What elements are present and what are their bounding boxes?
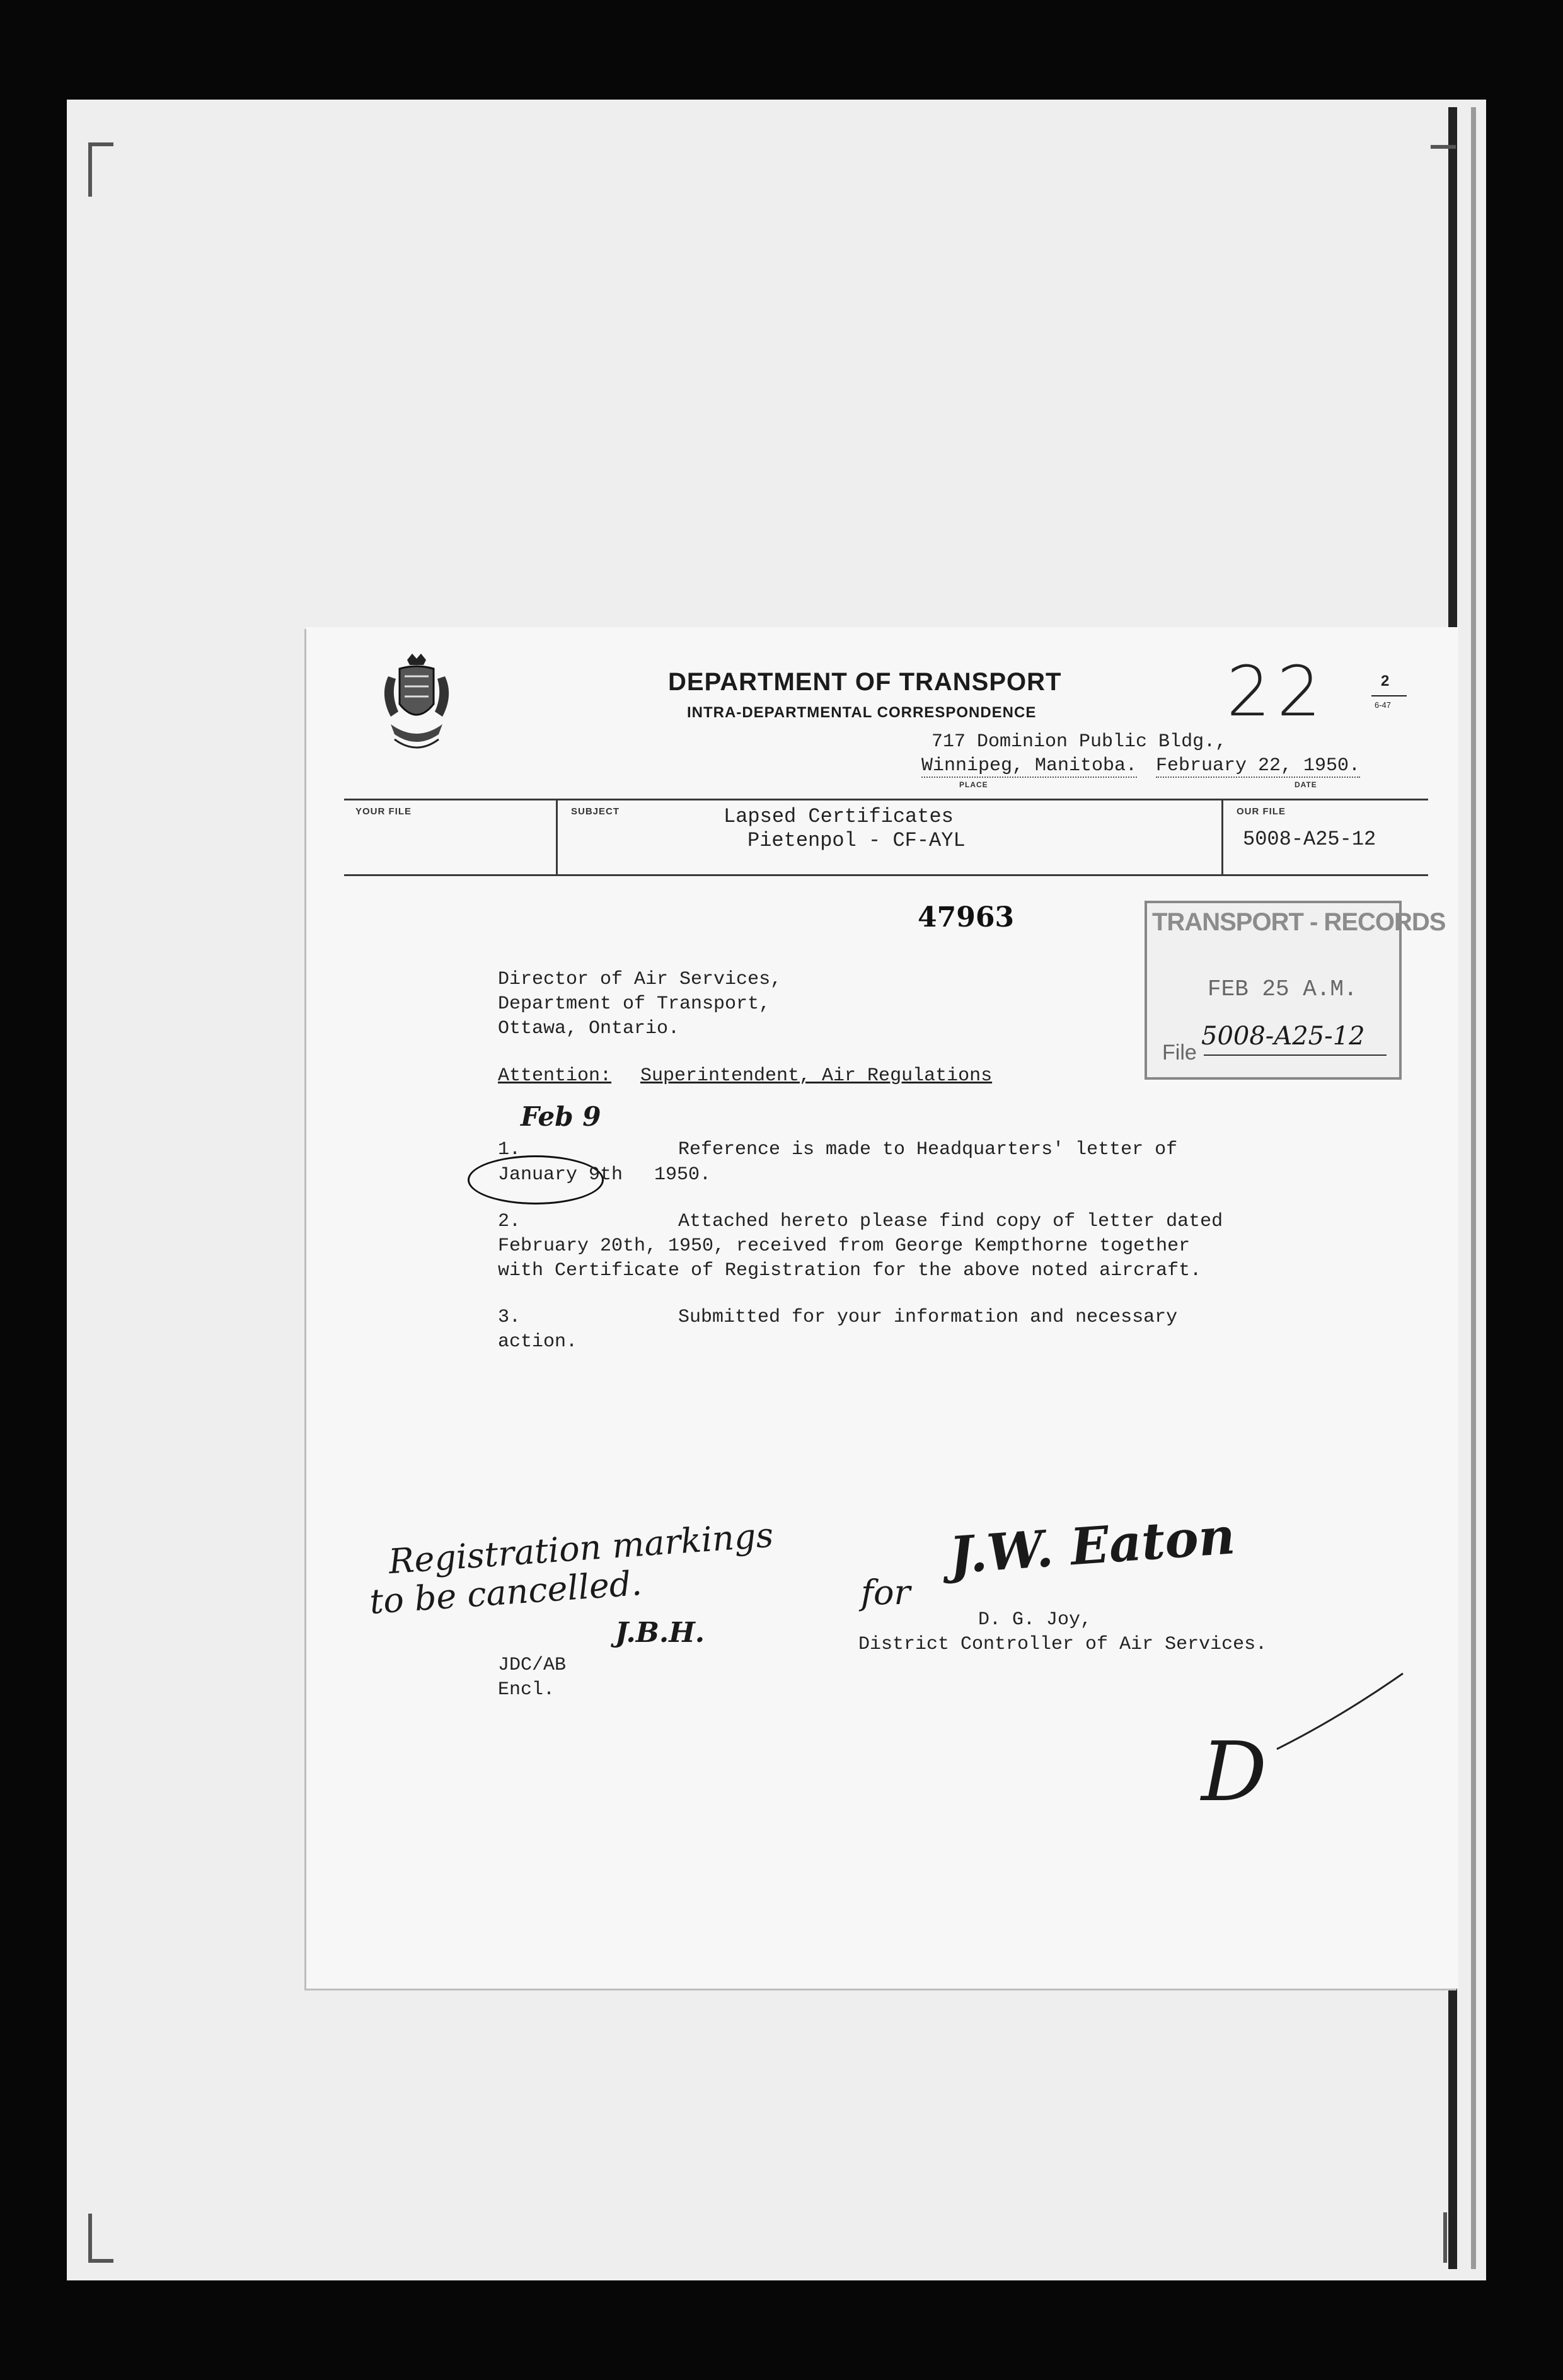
crop-mark-top-right [1431, 145, 1456, 149]
paragraph-2-number: 2. [498, 1211, 521, 1232]
subject-label: SUBJECT [571, 806, 620, 817]
our-file-value: 5008-A25-12 [1243, 828, 1376, 851]
coat-of-arms-icon [376, 651, 458, 758]
address-line: 717 Dominion Public Bldg., [931, 731, 1227, 753]
form-number-rule [1371, 695, 1407, 696]
table-bottom-rule [344, 874, 1428, 876]
attention-label: Attention: [498, 1065, 612, 1087]
subject-line-1: Lapsed Certificates [724, 805, 954, 828]
crop-mark-top-left-h [88, 142, 113, 146]
crop-mark-bottom-left-h [88, 2259, 113, 2263]
transport-records-stamp [1145, 901, 1446, 1080]
paragraph-1-line-1: Reference is made to Headquarters' letter of [678, 1139, 1178, 1160]
crop-mark-bottom-left [88, 2214, 92, 2263]
handwritten-note-line-1: Registration markings [387, 1515, 775, 1582]
paragraph-1-line-2: 1950. [654, 1164, 712, 1186]
place-caption: PLACE [959, 780, 988, 789]
signatory-name: D. G. Joy, [978, 1609, 1092, 1631]
stamp-date: FEB 25 A.M. [1208, 976, 1358, 1002]
paragraph-3-number: 3. [498, 1307, 521, 1328]
form-revision: 6-47 [1375, 700, 1392, 710]
table-divider-2 [1221, 799, 1223, 876]
stamp-title: TRANSPORT - RECORDS [1152, 908, 1446, 936]
department-title: DEPARTMENT OF TRANSPORT [668, 668, 1062, 696]
stamp-file-value: 5008-A25-12 [1201, 1022, 1365, 1051]
paragraph-1-number: 1. [498, 1139, 521, 1160]
our-file-label: OUR FILE [1237, 806, 1286, 817]
handwritten-feb-9: Feb 9 [521, 1101, 601, 1132]
stamp-file-rule [1204, 1054, 1387, 1056]
attention-value: Superintendent, Air Regulations [640, 1065, 993, 1087]
reference-initials: JDC/AB [498, 1655, 567, 1676]
crop-mark-top-left [88, 142, 92, 197]
memo-document [306, 627, 1458, 1989]
form-number: 2 [1381, 673, 1390, 690]
document-number: 47963 [918, 901, 1015, 933]
place-value: Winnipeg, Manitoba. [921, 755, 1138, 777]
paragraph-3-line-2: action. [498, 1331, 578, 1353]
enclosure-note: Encl. [498, 1679, 555, 1701]
handwritten-signature: J.W. Eaton [947, 1506, 1237, 1585]
correspondence-type: INTRA-DEPARTMENTAL CORRESPONDENCE [687, 704, 1037, 721]
signatory-title: District Controller of Air Services. [858, 1634, 1267, 1655]
handwritten-stroke [1271, 1667, 1409, 1755]
addressee-line-2: Department of Transport, [498, 993, 771, 1015]
date-caption: DATE [1295, 780, 1317, 789]
paragraph-2-line-2: February 20th, 1950, received from George Kempthorne together [498, 1235, 1191, 1257]
sheet-edge-shadow [1471, 107, 1476, 2269]
paragraph-3-line-1: Submitted for your information and necessary [678, 1307, 1178, 1328]
paragraph-2-line-1: Attached hereto please find copy of letter dated [678, 1211, 1223, 1232]
paragraph-2-line-3: with Certificate of Registration for the above noted aircraft. [498, 1260, 1202, 1281]
handwritten-d-mark: D [1201, 1724, 1267, 1820]
handwritten-initials: J.B.H. [615, 1617, 705, 1649]
handwritten-note-line-2: to be cancelled. [368, 1563, 643, 1622]
handwritten-page-number: 22 [1226, 651, 1327, 732]
table-top-rule [344, 799, 1428, 800]
addressee-line-3: Ottawa, Ontario. [498, 1018, 680, 1039]
addressee-line-1: Director of Air Services, [498, 969, 782, 990]
subject-line-2: Pietenpol - CF-AYL [747, 829, 966, 852]
your-file-label: YOUR FILE [355, 806, 412, 817]
signature-prefix: for [861, 1573, 911, 1612]
paragraph-1-circled-date: January 9th [498, 1164, 623, 1186]
crop-mark-bottom-right [1443, 2212, 1447, 2263]
date-value: February 22, 1950. [1156, 755, 1361, 777]
stamp-file-label: File [1162, 1041, 1197, 1065]
table-divider-1 [556, 799, 558, 876]
